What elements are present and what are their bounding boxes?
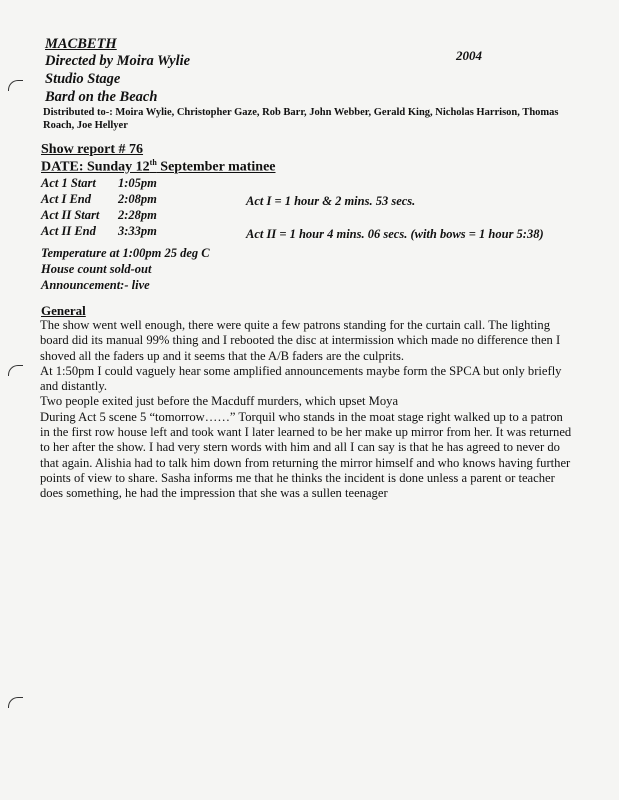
company: Bard on the Beach — [45, 89, 158, 105]
punch-hole-mark — [8, 365, 23, 376]
date-text: DATE: Sunday 12 — [41, 159, 150, 175]
venue: Studio Stage — [45, 71, 121, 87]
distribution-list-cont: Roach, Joe Hellyer — [43, 120, 128, 131]
note-line: to her after the show. I had very stern words with him and all I can say is that he has agreed to never do — [40, 440, 560, 455]
time-value: 1:05pm — [118, 176, 157, 190]
punch-hole-mark — [8, 697, 23, 708]
distribution-list: Distributed to-: Moira Wylie, Christopher Gaze, Rob Barr, John Webber, Gerald King, Nicholas Harrison, Thomas — [43, 107, 559, 118]
show-report-number: Show report # 76 — [41, 142, 144, 157]
time-label: Act II Start — [41, 208, 100, 222]
time-value: 2:08pm — [118, 192, 157, 206]
general-heading: General — [41, 303, 86, 318]
report-date — [41, 158, 276, 176]
note-line: board did its manual 99% thing and I rebooted the disc at intermission which made no difference then I — [40, 333, 561, 348]
note-line: points of view to share. Sasha informs me that he thinks the incident is done unless a parent or teacher — [40, 470, 555, 485]
note-line: that again. Alishia had to talk him down from returning the mirror himself and who knows having further — [40, 455, 571, 470]
year: 2004 — [456, 48, 482, 63]
general-notes — [40, 318, 571, 502]
play-title: MACBETH — [45, 36, 117, 52]
note-line: The show went well enough, there were quite a few patrons standing for the curtain call. The lighting — [40, 318, 551, 332]
note-line: Two people exited just before the Macduff murders, which upset Moya — [40, 394, 399, 409]
punch-hole-mark — [8, 80, 23, 91]
date-ordinal: th — [149, 158, 157, 167]
time-label: Act II End — [41, 224, 96, 238]
act2-duration: Act II = 1 hour 4 mins. 06 secs. (with bows = 1 hour 5:38) — [246, 227, 544, 241]
time-label: Act I End — [41, 192, 92, 206]
time-value: 2:28pm — [118, 208, 157, 222]
announcement: Announcement:- live — [41, 278, 150, 292]
temperature: Temperature at 1:00pm 25 deg C — [41, 246, 210, 260]
time-value: 3:33pm — [118, 224, 157, 238]
director: Directed by Moira Wylie — [45, 53, 191, 69]
note-line: At 1:50pm I could vaguely hear some amplified announcements maybe form the SPCA but only briefly — [40, 363, 562, 378]
time-label: Act 1 Start — [41, 176, 96, 190]
note-line: in the first row house left and took want I later learned to be her make up mirror from her. It was returned — [40, 425, 572, 440]
house-count: House count sold-out — [41, 262, 152, 276]
note-line: and distantly. — [40, 379, 108, 394]
date-text-suffix: September matinee — [156, 159, 276, 175]
note-line: shoved all the faders up and it seems that the A/B faders are the culprits. — [40, 348, 405, 363]
note-line: does something, he had the impression that she was a sullen teenager — [40, 486, 388, 501]
note-line: During Act 5 scene 5 “tomorrow……” Torquil who stands in the moat stage right walked up to a patron — [40, 409, 563, 424]
act1-duration: Act I = 1 hour & 2 mins. 53 secs. — [246, 194, 416, 208]
